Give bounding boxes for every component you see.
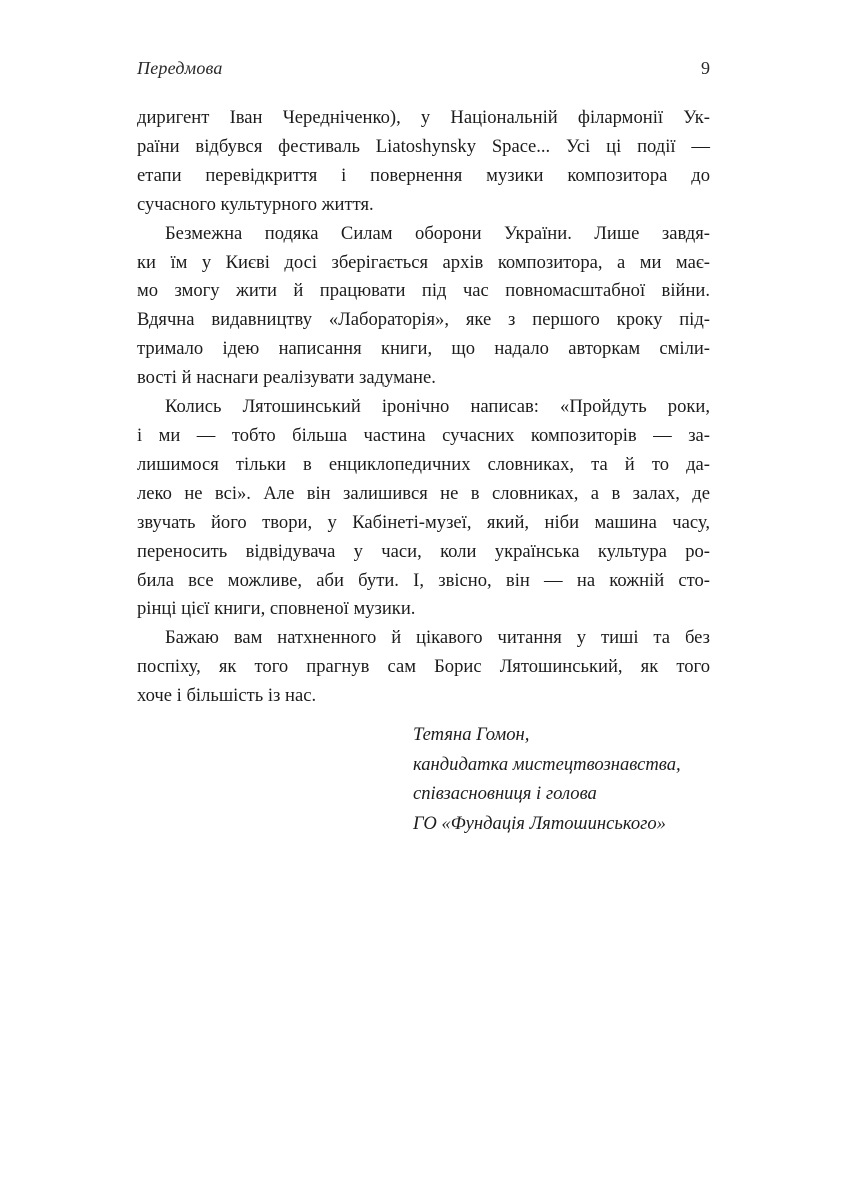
text-line: Вдячна видавництву «Лабораторія», яке з першого кроку під- xyxy=(137,309,710,331)
signature-line: кандидатка мистецтвознавства, xyxy=(413,753,681,775)
text-line: раїни відбувся фестиваль Liatoshynsky Space... Усі ці події — xyxy=(137,135,710,157)
text-line: била все можливе, аби бути. І, звісно, він — на кожній сто- xyxy=(137,569,710,591)
text-line: вості й наснаги реалізувати задумане. xyxy=(137,367,436,389)
text-line: і ми — тобто більша частина сучасних композиторів — за- xyxy=(137,424,710,446)
paragraph xyxy=(137,624,710,711)
signature-line: співзасновниця і голова xyxy=(413,783,597,805)
paragraph xyxy=(137,393,710,624)
text-line: переносить відвідувача у часи, коли українська культура ро- xyxy=(137,540,710,562)
body-text xyxy=(137,104,710,711)
text-line: Бажаю вам натхненного й цікавого читання у тиші та без xyxy=(165,627,710,649)
text-line: леко не всі». Але він залишився не в словниках, а в залах, де xyxy=(137,482,710,504)
text-line: ки їм у Києві досі зберігається архів композитора, а ми має- xyxy=(137,251,710,273)
text-line: Безмежна подяка Силам оборони України. Лише завдя- xyxy=(165,222,710,244)
text-line: Колись Лятошинський іронічно написав: «Пройдуть роки, xyxy=(165,396,710,418)
signature-line: Тетяна Гомон, xyxy=(413,724,530,746)
text-line: лишимося тільки в енциклопедичних словниках, та й то да- xyxy=(137,453,710,475)
signature-block xyxy=(413,720,710,838)
text-line: хоче і більшість із нас. xyxy=(137,685,317,707)
signature-line: ГО «Фундація Лятошинського» xyxy=(413,812,666,834)
text-line: етапи перевідкриття і повернення музики композитора до xyxy=(137,164,710,186)
text-line: сучасного культурного життя. xyxy=(137,193,374,215)
text-line: звучать його твори, у Кабінеті-музеї, який, ніби машина часу, xyxy=(137,511,710,533)
text-line: мо змогу жити й працювати під час повномасштабної війни. xyxy=(137,280,710,302)
paragraph xyxy=(137,104,710,220)
paragraph xyxy=(137,220,710,393)
text-line: диригент Іван Чередніченко), у Національній філармонії Ук- xyxy=(137,107,710,128)
text-line: рінці цієї книги, сповненої музики. xyxy=(137,598,416,620)
text-line: поспіху, як того прагнув сам Борис Лятошинський, як того xyxy=(137,656,710,678)
section-title: Передмова xyxy=(137,58,223,78)
page-number: 9 xyxy=(701,58,710,78)
running-head xyxy=(137,56,710,80)
text-line: тримало ідею написання книги, що надало авторкам сміли- xyxy=(137,338,710,360)
